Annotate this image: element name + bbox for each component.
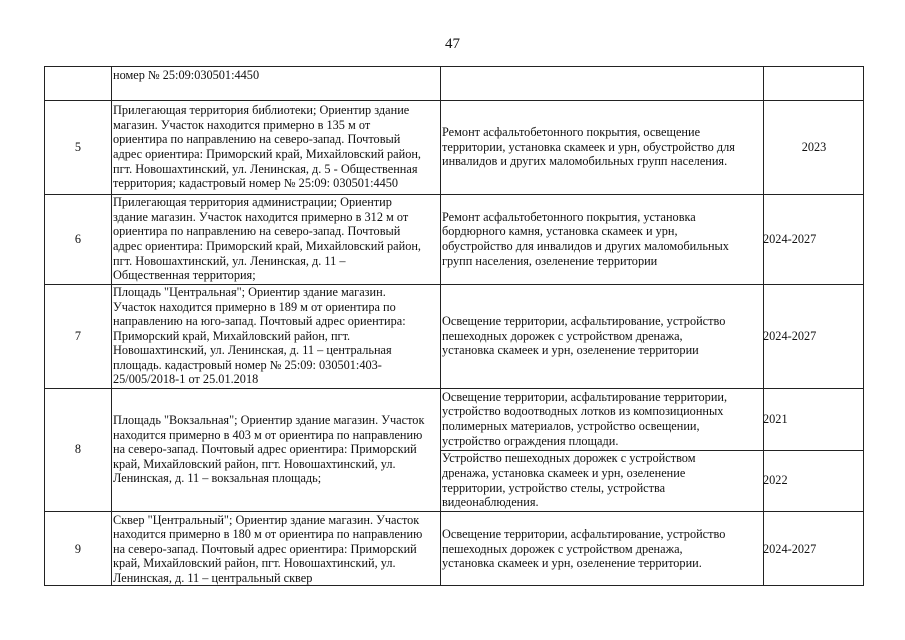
row-number: 5 bbox=[74, 139, 82, 154]
text-line: устройство водоотводных лотков из композиционных bbox=[442, 404, 724, 419]
text-line: Приморский край, Михайловский район, пгт. bbox=[113, 328, 351, 343]
row-number: 9 bbox=[74, 541, 82, 556]
text-line: Прилегающая территория администрации; Ориентир bbox=[113, 195, 392, 210]
object-description bbox=[111, 194, 440, 284]
text-line: пешеходных дорожек с устройством дренажа, bbox=[442, 541, 683, 556]
planned-works-stage-2 bbox=[440, 450, 763, 511]
page-number: 47 bbox=[445, 36, 460, 52]
text-line: Освещение территории, асфальтирование территории, bbox=[442, 389, 728, 404]
table-row-continuation-description bbox=[111, 67, 440, 84]
text-line: ориентира по направлению на северо-запад. Почтовый bbox=[113, 132, 401, 147]
object-description bbox=[111, 511, 440, 587]
text-line: бордюрного камня, установка скамеек и урн, bbox=[442, 224, 678, 239]
text-line: край, Михайловский район, пгт. Новошахтинский, ул. bbox=[113, 456, 396, 471]
text-line: установка скамеек и урн, озеленение территории bbox=[442, 343, 699, 358]
text-line: находится примерно в 180 м от ориентира по направлению bbox=[113, 527, 423, 542]
text-line: территории, устройство стелы, устройства bbox=[442, 480, 666, 495]
text-line: групп населения, озеленение территории bbox=[442, 253, 658, 268]
planned-works bbox=[440, 194, 763, 284]
text-line: устройство ограждения площади. bbox=[442, 433, 619, 448]
text-line: магазин. Участок находится примерно в 135 м от bbox=[113, 117, 371, 132]
text-line: Ремонт асфальтобетонного покрытия, установка bbox=[442, 209, 696, 224]
object-description bbox=[111, 388, 440, 511]
text-line: Прилегающая территория библиотеки; Ориентир здание bbox=[113, 103, 410, 118]
text-line: Площадь "Вокзальная"; Ориентир здание магазин. Участок bbox=[113, 413, 425, 428]
text-line: Освещение территории, асфальтирование, устройство bbox=[442, 527, 726, 542]
year: 2024-2027 bbox=[763, 328, 817, 343]
text-line: ориентира по направлению на северо-запад. Почтовый bbox=[113, 224, 401, 239]
year: 2023 bbox=[801, 139, 827, 154]
text-line: Устройство пешеходных дорожек с устройством bbox=[442, 451, 696, 466]
text-line: здание магазин. Участок находится примерно в 312 м от bbox=[113, 209, 409, 224]
text-line: территории, установка скамеек и урн, обустройство для bbox=[442, 139, 735, 154]
text-line: Ленинская, д. 11 – вокзальная площадь; bbox=[113, 471, 322, 486]
row-number: 6 bbox=[74, 231, 82, 246]
text-line: номер № 25:09:030501:4450 bbox=[113, 68, 260, 83]
text-line: пгт. Новошахтинский, ул. Ленинская, д. 5 - Общественная bbox=[113, 161, 418, 176]
year-stage-2: 2022 bbox=[763, 473, 788, 488]
improvement-table bbox=[44, 66, 864, 586]
year: 2024-2027 bbox=[763, 541, 817, 556]
text-line: обустройство для инвалидов и других маломобильных bbox=[442, 239, 729, 253]
text-line: пешеходных дорожек с устройством дренажа, bbox=[442, 328, 683, 343]
text-line: установка скамеек и урн, озеленение территории. bbox=[442, 556, 702, 571]
text-line: Участок находится примерно в 189 м от ориентира по bbox=[113, 299, 396, 314]
text-line: инвалидов и других маломобильных групп населения. bbox=[442, 154, 728, 169]
text-line: на северо-запад. Почтовый адрес ориентира: Приморский bbox=[113, 541, 417, 556]
text-line: территория; кадастровый номер № 25:09: 030501:4450 bbox=[113, 176, 399, 191]
text-line: на северо-запад. Почтовый адрес ориентира: Приморский bbox=[113, 442, 417, 457]
text-line: видеонаблюдения. bbox=[442, 495, 539, 510]
text-line: направлению на юго-запад. Почтовый адрес ориентира: bbox=[113, 314, 406, 329]
planned-works-stage-1 bbox=[440, 388, 763, 450]
object-description bbox=[111, 100, 440, 194]
text-line: полимерных материалов, устройство освещении, bbox=[442, 419, 700, 433]
text-line: дренажа, установка скамеек и урн, озеленение bbox=[442, 465, 686, 480]
text-line: адрес ориентира: Приморский край, Михайловский район, bbox=[113, 239, 422, 253]
year-stage-1: 2021 bbox=[763, 411, 788, 426]
text-line: находится примерно в 403 м от ориентира по направлению bbox=[113, 427, 423, 442]
planned-works bbox=[440, 511, 763, 587]
planned-works bbox=[440, 284, 763, 388]
text-line: край, Михайловский район, пгт. Новошахтинский, ул. bbox=[113, 556, 396, 571]
text-line: Площадь "Центральная"; Ориентир здание магазин. bbox=[113, 284, 386, 299]
row-number: 7 bbox=[74, 328, 82, 343]
text-line: Сквер "Центральный"; Ориентир здание магазин. Участок bbox=[113, 512, 420, 527]
text-line: Ленинская, д. 11 – центральный сквер bbox=[113, 570, 313, 585]
text-line: Ремонт асфальтобетонного покрытия, освещение bbox=[442, 125, 701, 140]
text-line: Освещение территории, асфальтирование, устройство bbox=[442, 314, 726, 329]
row-number: 8 bbox=[74, 442, 82, 457]
text-line: адрес ориентира: Приморский край, Михайловский район, bbox=[113, 147, 422, 161]
year: 2024-2027 bbox=[763, 231, 817, 246]
text-line: 25/005/2018-1 от 25.01.2018 bbox=[113, 372, 259, 387]
planned-works bbox=[440, 100, 763, 194]
object-description bbox=[111, 284, 440, 388]
text-line: Общественная территория; bbox=[113, 268, 256, 283]
text-line: пгт. Новошахтинский, ул. Ленинская, д. 11 – bbox=[113, 253, 346, 268]
text-line: Новошахтинский, ул. Ленинская, д. 11 – центральная bbox=[113, 343, 392, 358]
text-line: площадь. кадастровый номер № 25:09: 030501:403- bbox=[113, 357, 382, 372]
